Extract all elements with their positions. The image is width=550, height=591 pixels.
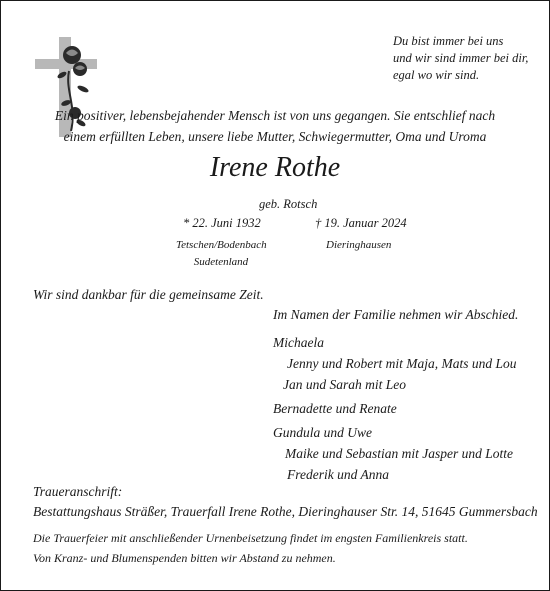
note-line: Die Trauerfeier mit anschließender Urnenbeisetzung findet im engsten Familienkreis statt. [33,531,468,545]
family-member: Frederik und Anna [287,467,389,482]
gratitude-text: Wir sind dankbar für die gemeinsame Zeit. [33,287,264,302]
quote-line: egal wo wir sind. [393,68,480,82]
family-name: Gundula und Uwe [273,425,372,440]
intro-line: einem erfüllten Leben, unsere liebe Mutter, Schwiegermutter, Oma und Uroma [63,129,487,144]
quote [393,33,528,84]
birth-symbol: * [183,216,190,230]
address-label: Traueranschrift: [33,484,123,499]
birth-place-line: Sudetenland [193,256,249,268]
quote-line: und wir sind immer bei dir, [393,51,529,65]
birth-place [176,237,266,271]
birth-place-line: Tetschen/Bodenbach [176,239,267,251]
death-date [315,216,407,231]
birth-date [183,216,261,231]
death-symbol: † [315,216,322,230]
birth-date-text: 22. Juni 1932 [192,216,261,230]
deceased-name: Irene Rothe [209,152,341,183]
address-text: Bestattungshaus Sträßer, Trauerfall Irene Rothe, Dieringhauser Str. 14, 51645 Gummersbach [33,504,538,519]
family-member: Jenny und Robert mit Maja, Mats und Lou [287,356,517,371]
family-name: Bernadette und Renate [273,401,397,416]
family-member: Maike und Sebastian mit Jasper und Lotte [285,446,513,461]
death-place-line: Dieringhausen [326,239,392,251]
farewell-text: Im Namen der Familie nehmen wir Abschied. [273,307,519,322]
maiden-name: geb. Rotsch [259,197,318,211]
family-member: Jan und Sarah mit Leo [283,377,406,392]
quote-line: Du bist immer bei uns [393,34,504,48]
death-date-text: 19. Januar 2024 [324,216,407,230]
note-line: Von Kranz- und Blumenspenden bitten wir Abstand zu nehmen. [33,551,336,565]
death-place [326,237,391,254]
family-name: Michaela [273,335,324,350]
intro-line: Ein positiver, lebensbejahender Mensch ist von uns gegangen. Sie entschlief nach [54,108,496,123]
